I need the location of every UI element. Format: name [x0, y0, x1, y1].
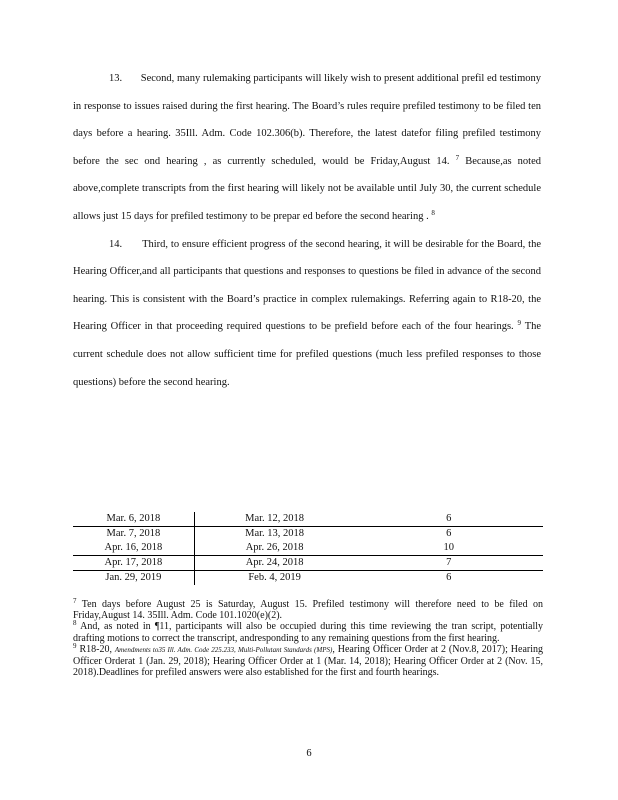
paragraph-text: Third, to ensure efficient progress of the second hearing, it will be desirable for the Board, the Hearing Officer,and all participants that questions and responses to questions be filed in advance of the second hearing. This is consistent with the Board’s practice in complex rulemakings. Referring again to R18-20, the Hearing Officer in that proceeding required questions to be prefield before each of the four hearings.	[73, 238, 541, 333]
table-cell: Mar. 12, 2018	[194, 512, 354, 527]
footnote-mark: 8	[73, 619, 77, 628]
hearing-dates-table	[73, 512, 543, 585]
table-row	[73, 571, 543, 586]
paragraph-13	[73, 65, 541, 231]
body-text	[73, 65, 541, 396]
footnote-ref-9[interactable]: 9	[517, 319, 522, 328]
table-cell: Mar. 13, 2018	[245, 528, 305, 539]
footnote-9	[73, 641, 544, 679]
table-cell: Mar. 7, 2018	[73, 527, 194, 542]
table-row	[73, 527, 543, 542]
paragraph-text: Because,as noted above,complete transcripts from the first hearing will likely not be available until July 30, the current schedule allows just 15 days for prefiled testimony to be prepar ed before the second hearing .	[73, 155, 542, 222]
table-cell: 7	[354, 556, 543, 571]
table-cell: 6	[446, 572, 452, 583]
page-number: 6	[306, 748, 312, 759]
footnote-ref-8[interactable]: 8	[431, 208, 435, 217]
table-cell: 6	[354, 512, 543, 527]
footnote-ref-7[interactable]: 7	[455, 153, 460, 162]
table-row	[73, 512, 543, 527]
footnote-text: R18-20,	[79, 643, 112, 655]
table-cell: Apr. 26, 2018	[194, 541, 354, 556]
table-cell: Apr. 17, 2018	[73, 556, 194, 571]
table-cell: Apr. 16, 2018	[73, 541, 194, 556]
footnote-text: , Hearing Officer Order at 2 (Nov.8, 2017); Hearing Officer Orderat 1 (Jan. 29, 2018); Hearing Officer Order at 1 (Mar. 14, 2018); Hearing Officer Order at 2 (Nov. 15, 2018).Deadlines for prefiled answers were also established for the first and fourth hearings.	[73, 643, 544, 679]
case-title: Amendments to35 Ill. Adm. Code 225.233, Multi-Pollutant Standards (MPS)	[114, 645, 333, 654]
paragraph-14	[73, 231, 541, 397]
footnote-8	[73, 621, 543, 643]
table-cell: Mar. 6, 2018	[73, 512, 194, 527]
paragraph-number: 13.	[109, 73, 123, 84]
footnote-text: Ten days before August 25 is Saturday, August 15. Prefiled testimony will therefore need to be filed on Friday,August 14. 35Ill. Adm. Code 101.1020(e)(2).	[73, 599, 543, 622]
table-cell: Apr. 24, 2018	[194, 556, 354, 571]
table-row	[73, 556, 543, 571]
paragraph-number: 14.	[109, 238, 123, 250]
footnotes	[73, 599, 543, 678]
footnote-7	[73, 599, 543, 621]
footnote-text: And, as noted in ¶11, participants will also be occupied during this time reviewing the tran script, potentially drafting motions to correct the transcript, andresponding to any remaining questions from the first hearing.	[73, 621, 544, 644]
table-cell: Jan. 29, 2019	[73, 571, 194, 586]
footnote-mark: 9	[73, 641, 77, 650]
paragraph-text: The current schedule does not allow sufficient time for prefiled questions (much less prefiled responses to those questions) before the second hearing.	[73, 321, 542, 388]
table-row	[73, 541, 543, 556]
table-cell: 6	[446, 528, 452, 539]
table-cell: 10	[354, 541, 543, 556]
table-cell: Feb. 4, 2019	[248, 572, 301, 583]
paragraph-text: Second, many rulemaking participants will likely wish to present additional prefil ed testimony in response to issues raised during the first hearing. The Board’s rules require prefiled testimony to be filed ten days before a hearing. 35Ill. Adm. Code 102.306(b). Therefore, the latest datefor filing prefiled testimony before the sec ond hearing , as currently scheduled, would be Friday,August 14.	[73, 73, 541, 167]
footnote-mark: 7	[73, 597, 77, 605]
